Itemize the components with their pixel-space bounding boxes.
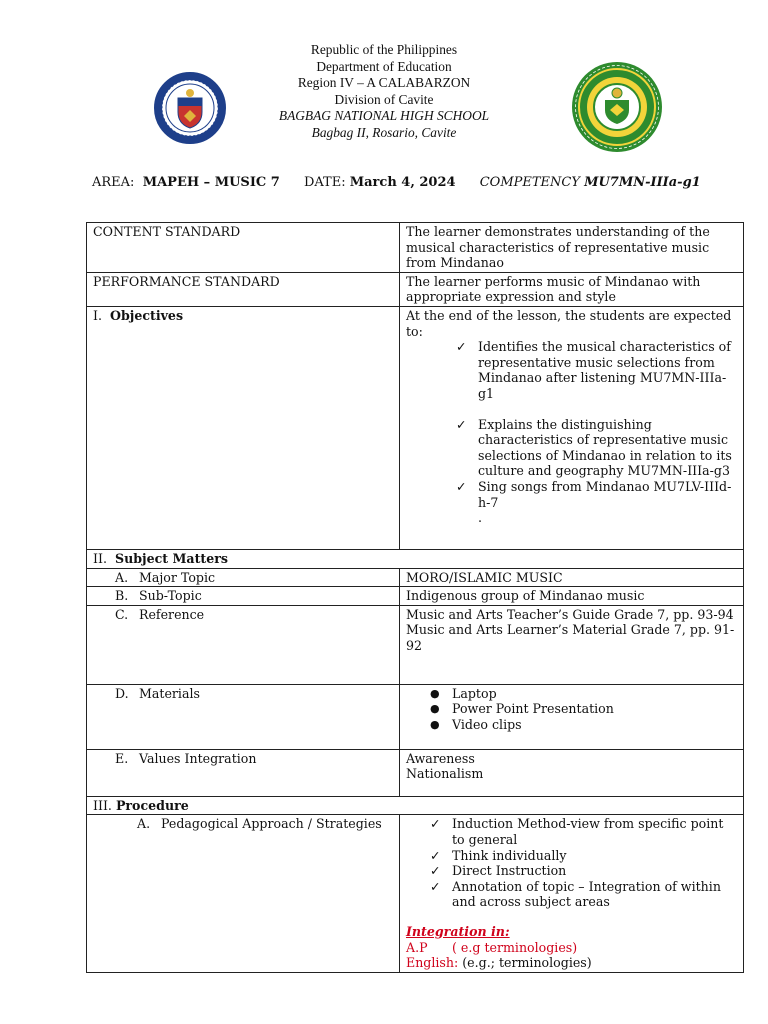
checkmark-icon: ✓ bbox=[430, 878, 441, 894]
area-label: AREA: bbox=[92, 175, 135, 190]
objectives-number: I. bbox=[93, 307, 102, 323]
integration-ap-value: ( e.g terminologies) bbox=[452, 939, 578, 955]
material-item: ● Laptop bbox=[430, 685, 497, 701]
objective-item: ✓ Identifies the musical characteristics of representative music selections from Mindanao after listening MU7MN-IIIa-g1 bbox=[456, 339, 731, 401]
performance-standard-label: PERFORMANCE STANDARD bbox=[87, 272, 400, 306]
major-topic-value: MORO/ISLAMIC MUSIC bbox=[400, 568, 744, 587]
integration-english-line bbox=[406, 955, 737, 971]
subject-matters-number: II. bbox=[93, 550, 107, 566]
value-awareness: Awareness bbox=[406, 750, 475, 766]
area-value: MAPEH – MUSIC 7 bbox=[142, 175, 280, 190]
integration-ap-line bbox=[406, 940, 737, 956]
header-division: Division of Cavite bbox=[334, 91, 434, 107]
header-school-name: BAGBAG NATIONAL HIGH SCHOOL bbox=[278, 108, 490, 124]
sub-topic-row bbox=[87, 587, 744, 606]
subject-matters-heading: Subject Matters bbox=[114, 550, 228, 566]
integration-english-label: English: bbox=[406, 955, 459, 971]
school-seal-logo bbox=[570, 60, 664, 154]
checkmark-icon: ✓ bbox=[430, 863, 441, 879]
materials-list bbox=[406, 686, 737, 733]
procedure-heading-cell bbox=[87, 796, 744, 815]
values-integration-row bbox=[87, 749, 744, 796]
lesson-plan-table bbox=[86, 222, 744, 973]
lesson-meta-line bbox=[92, 175, 701, 190]
content-standard-row bbox=[87, 223, 744, 273]
procedure-row bbox=[87, 796, 744, 815]
values-integration-value-cell bbox=[400, 749, 744, 796]
bullet-icon: ● bbox=[430, 717, 440, 731]
header-republic: Republic of the Philippines bbox=[310, 42, 458, 57]
checkmark-icon: ✓ bbox=[430, 816, 441, 832]
major-topic-label-cell: A. Major Topic bbox=[87, 568, 400, 587]
sub-topic-label-cell: B. Sub-Topic bbox=[87, 587, 400, 606]
materials-label: Materials bbox=[139, 685, 200, 701]
content-standard-value: The learner demonstrates understanding of the musical characteristics of representative music from Mindanao bbox=[400, 223, 744, 273]
objectives-content bbox=[400, 306, 744, 549]
date-label: DATE: bbox=[303, 175, 346, 190]
reference-row bbox=[87, 605, 744, 684]
strategy-item: ✓ Direct Instruction bbox=[430, 863, 567, 879]
header-school-address: Bagbag II, Rosario, Cavite bbox=[311, 124, 457, 140]
checkmark-icon: ✓ bbox=[430, 847, 441, 863]
reference-value-cell bbox=[400, 605, 744, 684]
reference-label: Reference bbox=[139, 606, 205, 622]
strategies-list bbox=[406, 816, 737, 910]
objective-item: ✓ Sing songs from Mindanao MU7LV-IIId-h-7 bbox=[456, 478, 732, 510]
material-item: ● Power Point Presentation bbox=[430, 701, 614, 717]
date-value: March 4, 2024 bbox=[349, 175, 456, 190]
competency-label: COMPETENCY bbox=[479, 175, 580, 190]
checkmark-icon: ✓ bbox=[456, 416, 467, 432]
objectives-heading: Objectives bbox=[110, 307, 184, 323]
integration-english-value: (e.g.; terminologies) bbox=[462, 955, 592, 971]
materials-label-cell: D. Materials bbox=[87, 684, 400, 749]
material-item: ● Video clips bbox=[430, 716, 522, 732]
subject-matters-row bbox=[87, 549, 744, 568]
materials-row bbox=[87, 684, 744, 749]
values-integration-label: Values Integration bbox=[139, 750, 257, 766]
integration-ap-label: A.P bbox=[406, 939, 428, 955]
sub-topic-label: Sub-Topic bbox=[139, 588, 202, 604]
major-topic-label: Major Topic bbox=[139, 569, 216, 585]
performance-standard-value: The learner performs music of Mindanao with appropriate expression and style bbox=[400, 272, 744, 306]
pedagogical-approach-row bbox=[87, 815, 744, 972]
procedure-number: III. bbox=[93, 797, 112, 813]
sub-topic-value: Indigenous group of Mindanao music bbox=[400, 587, 744, 606]
value-nationalism: Nationalism bbox=[406, 766, 484, 782]
header-region: Region IV – A CALABARZON bbox=[297, 75, 471, 91]
strategy-item: ✓ Annotation of topic – Integration of within and across subject areas bbox=[430, 878, 721, 910]
integration-title: Integration in: bbox=[406, 923, 510, 939]
content-standard-label: CONTENT STANDARD bbox=[87, 223, 400, 273]
header-department: Department of Education bbox=[316, 58, 452, 74]
objectives-list bbox=[406, 339, 737, 526]
objectives-intro: At the end of the lesson, the students are expected to: bbox=[406, 307, 732, 339]
pedagogical-approach-label-cell: A. Pedagogical Approach / Strategies bbox=[87, 815, 400, 972]
bullet-icon: ● bbox=[430, 702, 440, 716]
reference-teachers-guide: Music and Arts Teacher’s Guide Grade 7, pp. 93-94 bbox=[406, 606, 734, 622]
performance-standard-row bbox=[87, 272, 744, 306]
pedagogical-approach-label: Pedagogical Approach / Strategies bbox=[161, 816, 382, 832]
objectives-heading-cell bbox=[87, 306, 400, 549]
values-integration-label-cell: E. Values Integration bbox=[87, 749, 400, 796]
major-topic-row bbox=[87, 568, 744, 587]
checkmark-icon: ✓ bbox=[456, 339, 467, 355]
reference-label-cell: C. Reference bbox=[87, 605, 400, 684]
objective-trailing-dot: . bbox=[478, 510, 483, 526]
materials-value-cell bbox=[400, 684, 744, 749]
objectives-row bbox=[87, 306, 744, 549]
deped-seal-logo bbox=[154, 72, 226, 144]
competency-value: MU7MN-IIIa-g1 bbox=[584, 175, 701, 190]
subject-matters-heading-cell bbox=[87, 549, 744, 568]
checkmark-icon: ✓ bbox=[456, 478, 467, 494]
pedagogical-approach-value-cell bbox=[400, 815, 744, 972]
objective-item: ✓ Explains the distinguishing characteristics of representative music selections of Mindanao in relation to its culture and geography MU7MN-IIIa-g3 bbox=[456, 416, 732, 479]
strategy-item: ✓ Induction Method-view from specific point to general bbox=[430, 816, 724, 847]
procedure-heading: Procedure bbox=[115, 797, 189, 813]
strategy-item: ✓ Think individually bbox=[430, 847, 567, 863]
reference-learners-material: Music and Arts Learner’s Material Grade 7, pp. 91-92 bbox=[406, 622, 735, 653]
bullet-icon: ● bbox=[430, 686, 440, 700]
